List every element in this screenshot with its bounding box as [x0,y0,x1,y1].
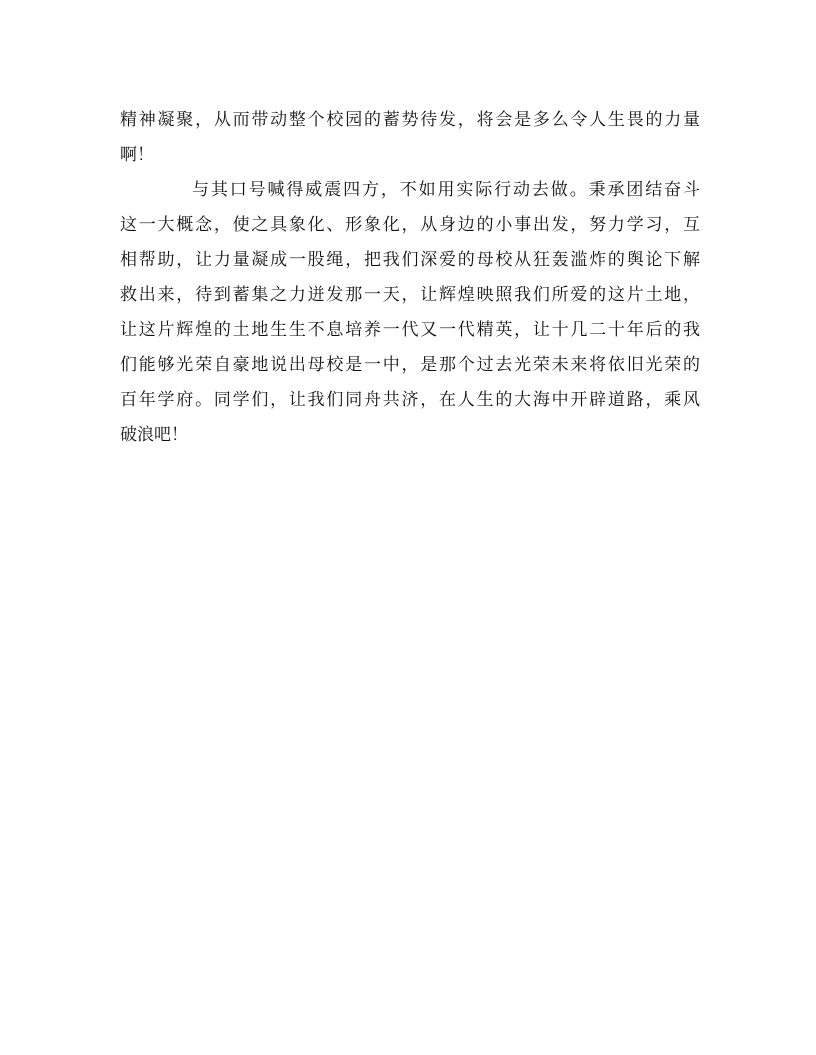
text-line: 啊！ [120,145,154,165]
text-line: 破浪吧！ [120,425,188,445]
text-line: 们能够光荣自豪地说出母校是一中，是那个过去光荣未来将依旧光荣的 [120,355,700,375]
text-line: 这一大概念，使之具象化、形象化，从身边的小事出发，努力学习，互 [120,215,700,235]
paragraph-2 [120,173,700,453]
text-line: 救出来，待到蓄集之力迸发那一天，让辉煌映照我们所爱的这片土地， [120,285,700,305]
text-line: 百年学府。同学们，让我们同舟共济，在人生的大海中开辟道路，乘风 [120,390,700,410]
text-line: 精神凝聚，从而带动整个校园的蓄势待发，将会是多么令人生畏的力量 [120,110,700,130]
text-line: 与其口号喊得威震四方，不如用实际行动去做。秉承团结奋斗 [192,180,700,200]
body-text [120,103,700,453]
paragraph-1 [120,103,700,173]
text-line: 让这片辉煌的土地生生不息培养一代又一代精英，让十几二十年后的我 [120,320,700,340]
text-line: 相帮助，让力量凝成一股绳，把我们深爱的母校从狂轰滥炸的舆论下解 [120,250,700,270]
